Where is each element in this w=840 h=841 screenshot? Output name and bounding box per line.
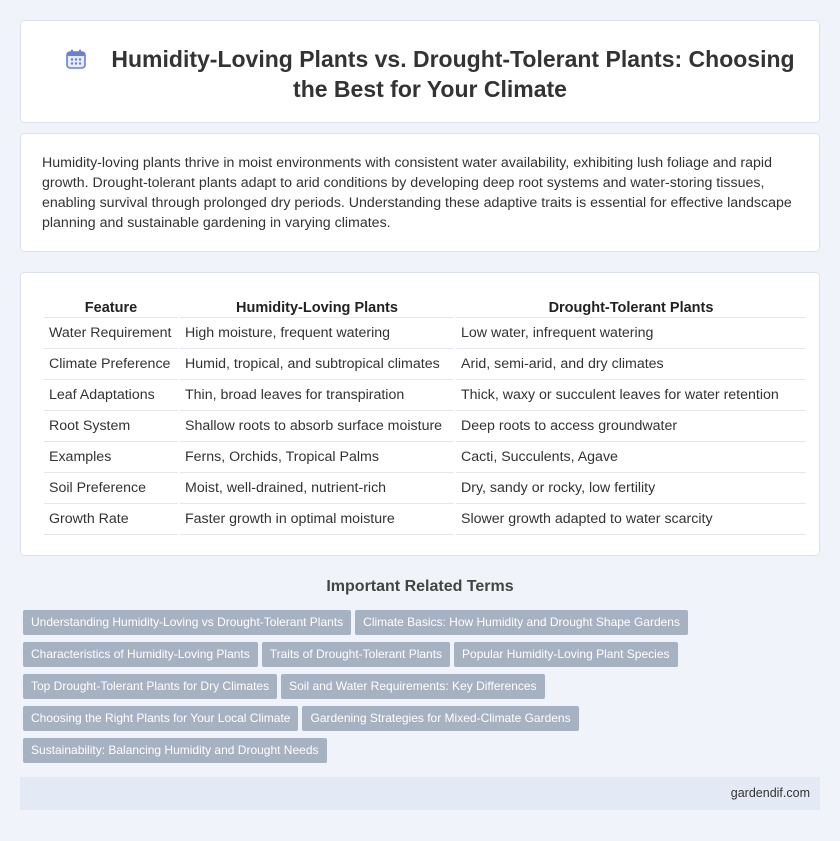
table-cell: Cacti, Succulents, Agave xyxy=(456,442,806,473)
table-cell: Humid, tropical, and subtropical climates xyxy=(180,349,454,380)
comparison-card xyxy=(20,272,820,556)
calendar-icon xyxy=(65,48,87,70)
intro-paragraph: Humidity-loving plants thrive in moist environments with consistent water availability, exhibiting lush foliage and rapid growth. Drought-tolerant plants adapt to arid conditions by developing deep root systems and water-storing tissues, enabling survival through prolonged dry periods. Understanding these adaptive traits is essential for effective landscape planning and sustainable gardening in varying climates. xyxy=(42,155,792,231)
table-header-row xyxy=(44,298,806,318)
table-row xyxy=(44,318,806,349)
table-cell: Thin, broad leaves for transpiration xyxy=(180,380,454,411)
page-title-text: Humidity-Loving Plants vs. Drought-Tolerant Plants: Choosing the Best for Your Climate xyxy=(111,46,795,102)
table-cell: Water Requirement xyxy=(44,318,178,349)
table-cell: Faster growth in optimal moisture xyxy=(180,504,454,535)
table-cell: Thick, waxy or succulent leaves for water retention xyxy=(456,380,806,411)
related-term-tag[interactable]: Top Drought-Tolerant Plants for Dry Climates xyxy=(23,674,277,699)
table-cell: Moist, well-drained, nutrient-rich xyxy=(180,473,454,504)
table-row xyxy=(44,411,806,442)
table-cell: Root System xyxy=(44,411,178,442)
related-term-tag[interactable]: Popular Humidity-Loving Plant Species xyxy=(454,642,677,667)
related-term-tag[interactable]: Choosing the Right Plants for Your Local Climate xyxy=(23,706,298,731)
related-term-tag[interactable]: Sustainability: Balancing Humidity and Drought Needs xyxy=(23,738,327,763)
related-term-tag[interactable]: Understanding Humidity-Loving vs Drought-Tolerant Plants xyxy=(23,610,351,635)
table-row xyxy=(44,349,806,380)
table-cell: Deep roots to access groundwater xyxy=(456,411,806,442)
related-term-tag[interactable]: Gardening Strategies for Mixed-Climate Gardens xyxy=(302,706,578,731)
related-terms-title: Important Related Terms xyxy=(326,578,514,595)
table-cell: Low water, infrequent watering xyxy=(456,318,806,349)
footer xyxy=(20,777,820,810)
table-cell: Ferns, Orchids, Tropical Palms xyxy=(180,442,454,473)
table-cell: Slower growth adapted to water scarcity xyxy=(456,504,806,535)
related-terms-list xyxy=(23,610,743,770)
comparison-table xyxy=(42,298,808,535)
table-cell: Growth Rate xyxy=(44,504,178,535)
table-row xyxy=(44,380,806,411)
header-card xyxy=(20,20,820,123)
table-cell: Arid, semi-arid, and dry climates xyxy=(456,349,806,380)
table-row xyxy=(44,473,806,504)
table-row xyxy=(44,504,806,535)
intro-card xyxy=(20,133,820,252)
table-cell: Soil Preference xyxy=(44,473,178,504)
page-title xyxy=(61,44,799,104)
header-humidity-loving: Humidity-Loving Plants xyxy=(180,298,454,318)
table-cell: High moisture, frequent watering xyxy=(180,318,454,349)
table-cell: Examples xyxy=(44,442,178,473)
header-drought-tolerant: Drought-Tolerant Plants xyxy=(456,298,806,318)
related-term-tag[interactable]: Characteristics of Humidity-Loving Plants xyxy=(23,642,258,667)
table-cell: Leaf Adaptations xyxy=(44,380,178,411)
related-term-tag[interactable]: Climate Basics: How Humidity and Drought Shape Gardens xyxy=(355,610,688,635)
table-cell: Climate Preference xyxy=(44,349,178,380)
footer-site-link[interactable]: gardendif.com xyxy=(730,786,810,800)
related-term-tag[interactable]: Traits of Drought-Tolerant Plants xyxy=(262,642,450,667)
table-row xyxy=(44,442,806,473)
header-feature: Feature xyxy=(44,298,178,318)
related-term-tag[interactable]: Soil and Water Requirements: Key Differences xyxy=(281,674,544,699)
table-cell: Dry, sandy or rocky, low fertility xyxy=(456,473,806,504)
table-cell: Shallow roots to absorb surface moisture xyxy=(180,411,454,442)
